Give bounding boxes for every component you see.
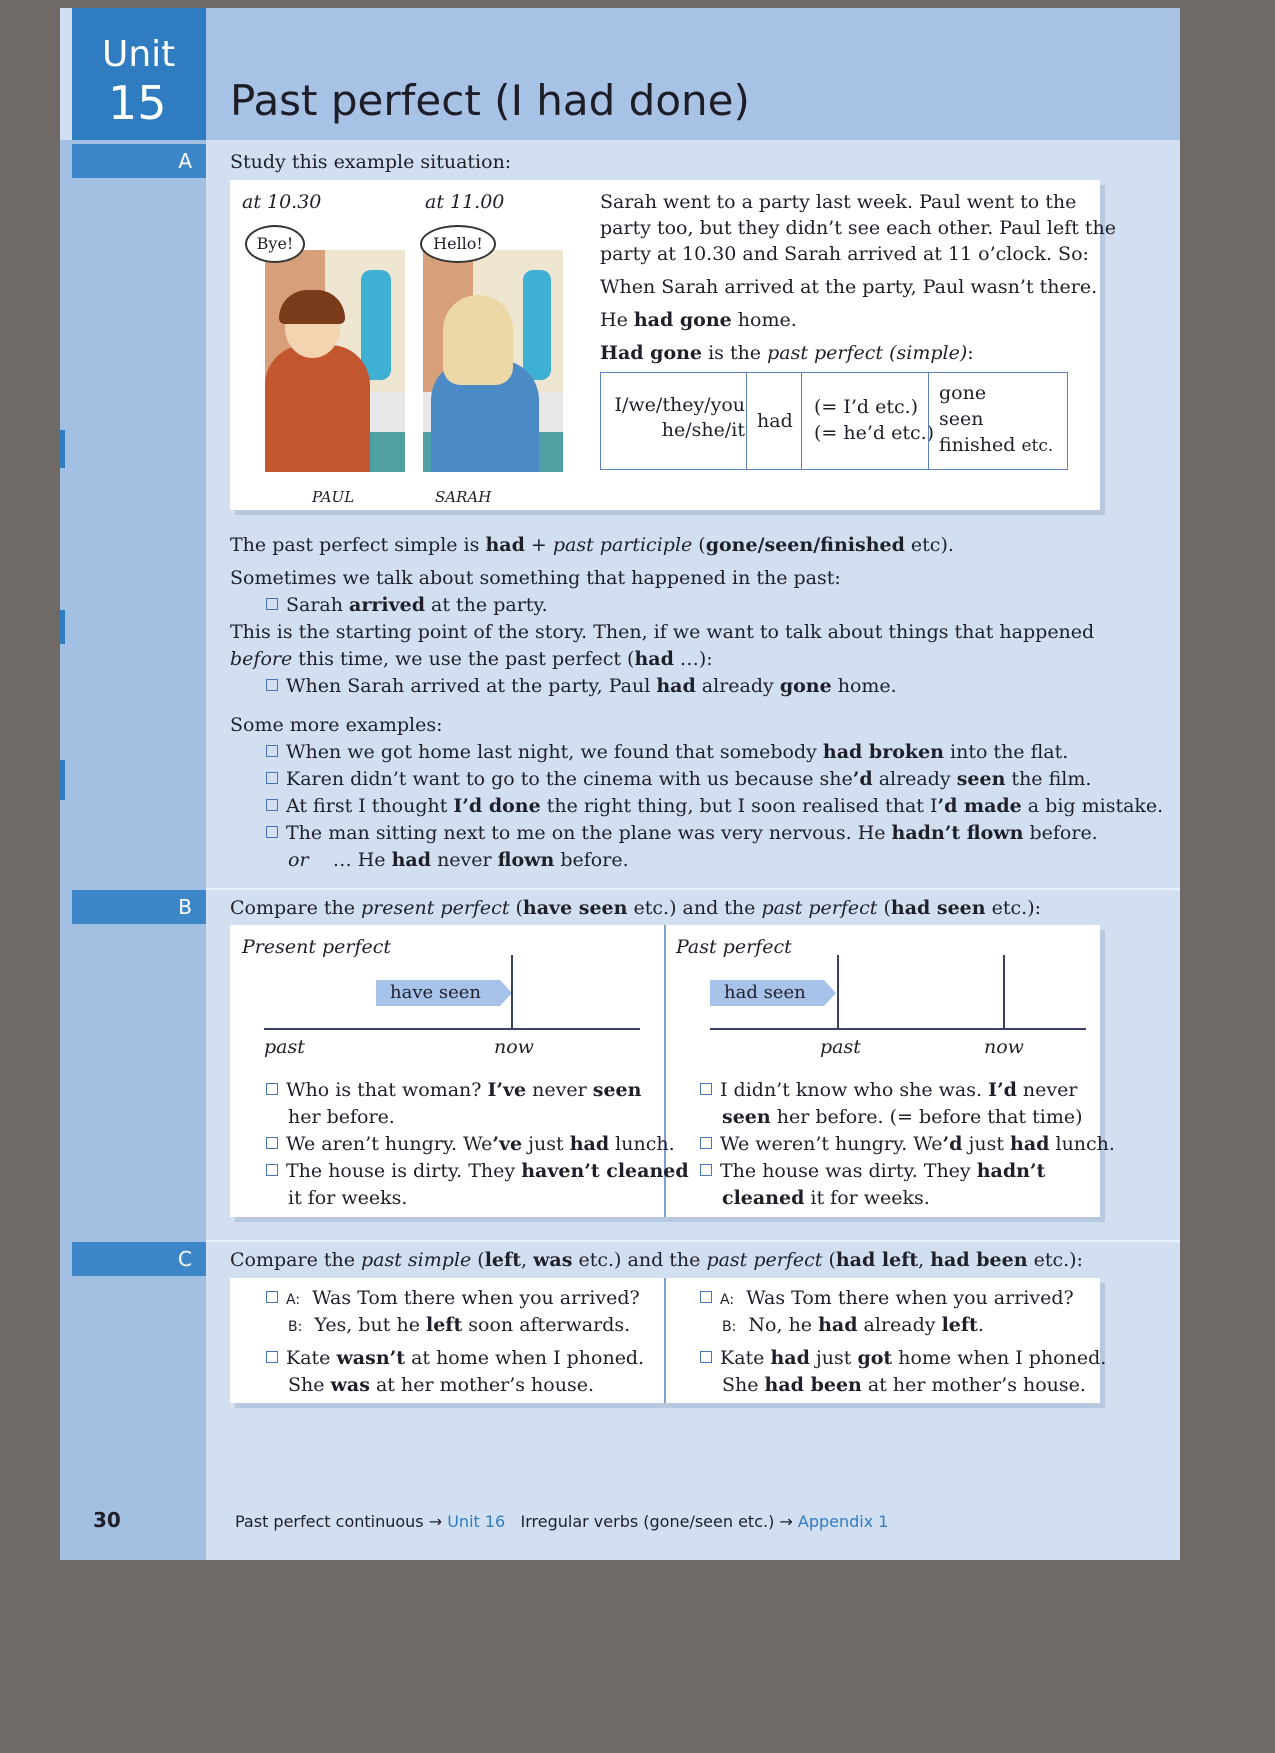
example-item: it for weeks. bbox=[288, 1187, 408, 1209]
body-line: Some more examples: bbox=[230, 714, 443, 736]
present-perfect-heading: Present perfect bbox=[242, 936, 392, 958]
panel-divider bbox=[664, 1278, 666, 1403]
timeline-now-marker bbox=[1003, 955, 1005, 1029]
checkbox-bullet-icon bbox=[266, 1137, 278, 1149]
timeline-now-marker bbox=[511, 955, 513, 1029]
example-item: We aren’t hungry. We’ve just had lunch. bbox=[266, 1132, 675, 1156]
link-unit-16[interactable]: Unit 16 bbox=[447, 1512, 506, 1531]
example-item: The house was dirty. They hadn’t bbox=[700, 1159, 1045, 1183]
checkbox-bullet-icon bbox=[266, 679, 278, 691]
table-had-cell: had bbox=[746, 373, 801, 469]
example-item: She had been at her mother’s house. bbox=[722, 1374, 1086, 1396]
have-seen-arrow: have seen bbox=[376, 980, 500, 1006]
example-item: Who is that woman? I’ve never seen bbox=[266, 1078, 641, 1102]
section-divider bbox=[206, 1240, 1180, 1242]
past-perfect-heading: Past perfect bbox=[676, 936, 792, 958]
timeline-now-label: now bbox=[984, 1036, 1024, 1058]
checkbox-bullet-icon bbox=[700, 1137, 712, 1149]
timeline-past-marker bbox=[837, 955, 839, 1029]
sidebar-band bbox=[60, 140, 206, 1560]
page-title: Past perfect (I had done) bbox=[230, 76, 750, 125]
story-line: Sarah went to a party last week. Paul went to the bbox=[600, 191, 1077, 213]
example-item: When we got home last night, we found that somebody had broken into the flat. bbox=[266, 740, 1068, 764]
example-item: seen her before. (= before that time) bbox=[722, 1106, 1083, 1128]
time-label-1: at 10.30 bbox=[242, 191, 322, 213]
example-item: The man sitting next to me on the plane was very nervous. He hadn’t flown before. bbox=[266, 821, 1098, 845]
page-edge-mark bbox=[60, 760, 65, 800]
dialogue-line: A: Was Tom there when you arrived? bbox=[700, 1286, 1074, 1312]
section-c-tab: C bbox=[72, 1242, 206, 1276]
example-item: Kate had just got home when I phoned. bbox=[700, 1346, 1106, 1370]
speech-bubble-hello: Hello! bbox=[420, 225, 496, 263]
example-item: At first I thought I’d done the right thing, but I soon realised that I’d made a big mistake. bbox=[266, 794, 1163, 818]
story-line: party at 10.30 and Sarah arrived at 11 o’clock. So: bbox=[600, 243, 1089, 265]
example-item: cleaned it for weeks. bbox=[722, 1187, 930, 1209]
timeline-line bbox=[710, 1028, 1086, 1030]
example-item: When Sarah arrived at the party, Paul had already gone home. bbox=[266, 674, 897, 698]
dialogue-line: B: No, he had already left. bbox=[722, 1314, 984, 1336]
timeline-past-label: past bbox=[264, 1036, 305, 1058]
example-item: her before. bbox=[288, 1106, 395, 1128]
timeline-now-label: now bbox=[494, 1036, 534, 1058]
section-b-intro: Compare the present perfect (have seen etc.) and the past perfect (had seen etc.): bbox=[230, 897, 1042, 919]
example-item: I didn’t know who she was. I’d never bbox=[700, 1078, 1077, 1102]
story-line: Had gone is the past perfect (simple): bbox=[600, 342, 974, 364]
had-seen-arrow: had seen bbox=[710, 980, 824, 1006]
checkbox-bullet-icon bbox=[700, 1291, 712, 1303]
example-item: Sarah arrived at the party. bbox=[266, 593, 548, 617]
story-line: He had gone home. bbox=[600, 309, 797, 331]
form-table bbox=[600, 372, 1068, 470]
checkbox-bullet-icon bbox=[266, 1164, 278, 1176]
example-item: She was at her mother’s house. bbox=[288, 1374, 594, 1396]
example-item: Karen didn’t want to go to the cinema with us because she’d already seen the film. bbox=[266, 767, 1091, 791]
section-c-intro: Compare the past simple (left, was etc.) and the past perfect (had left, had been etc.): bbox=[230, 1249, 1083, 1271]
dialogue-line: B: Yes, but he left soon afterwards. bbox=[288, 1314, 631, 1336]
caption-sarah: SARAH bbox=[435, 488, 492, 506]
checkbox-bullet-icon bbox=[266, 598, 278, 610]
time-label-2: at 11.00 bbox=[425, 191, 505, 213]
unit-label: Unit bbox=[102, 34, 176, 75]
body-line: The past perfect simple is had + past participle (gone/seen/finished etc). bbox=[230, 534, 954, 556]
dialogue-line: A: Was Tom there when you arrived? bbox=[266, 1286, 640, 1312]
timeline-line bbox=[264, 1028, 640, 1030]
story-line: When Sarah arrived at the party, Paul wasn’t there. bbox=[600, 276, 1098, 298]
example-item: We weren’t hungry. We’d just had lunch. bbox=[700, 1132, 1115, 1156]
page-edge-mark bbox=[60, 430, 65, 468]
body-line: This is the starting point of the story. Then, if we want to talk about things that happened bbox=[230, 621, 1095, 643]
story-line: party too, but they didn’t see each other. Paul left the bbox=[600, 217, 1117, 239]
link-appendix-1[interactable]: Appendix 1 bbox=[797, 1512, 889, 1531]
study-intro: Study this example situation: bbox=[230, 151, 512, 173]
body-line: before this time, we use the past perfect (had …): bbox=[230, 648, 713, 670]
page-edge-mark bbox=[60, 610, 65, 644]
checkbox-bullet-icon bbox=[700, 1351, 712, 1363]
table-participle-cell: gone seen finished etc. bbox=[928, 373, 1067, 469]
body-line: Sometimes we talk about something that happened in the past: bbox=[230, 567, 841, 589]
illustration-sarah bbox=[423, 250, 563, 472]
illustration-paul bbox=[265, 250, 405, 472]
checkbox-bullet-icon bbox=[266, 772, 278, 784]
footer-links: Past perfect continuous → Unit 16 Irregular verbs (gone/seen etc.) → Appendix 1 bbox=[235, 1512, 889, 1531]
checkbox-bullet-icon bbox=[700, 1164, 712, 1176]
timeline-past-label: past bbox=[820, 1036, 861, 1058]
page-number: 30 bbox=[93, 1508, 121, 1532]
checkbox-bullet-icon bbox=[266, 1291, 278, 1303]
example-item: or … He had never flown before. bbox=[288, 849, 629, 871]
table-short-cell: (= I’d etc.) (= he’d etc.) bbox=[801, 373, 928, 469]
section-a-tab: A bbox=[72, 144, 206, 178]
checkbox-bullet-icon bbox=[266, 745, 278, 757]
checkbox-bullet-icon bbox=[266, 1351, 278, 1363]
checkbox-bullet-icon bbox=[700, 1083, 712, 1095]
unit-number: 15 bbox=[108, 76, 167, 130]
checkbox-bullet-icon bbox=[266, 1083, 278, 1095]
section-b-tab: B bbox=[72, 890, 206, 924]
example-item: Kate wasn’t at home when I phoned. bbox=[266, 1346, 644, 1370]
checkbox-bullet-icon bbox=[266, 826, 278, 838]
section-divider bbox=[206, 888, 1180, 890]
caption-paul: PAUL bbox=[312, 488, 355, 506]
speech-bubble-bye: Bye! bbox=[245, 225, 305, 263]
checkbox-bullet-icon bbox=[266, 799, 278, 811]
table-subjects: I/we/they/you he/she/it bbox=[614, 394, 745, 441]
example-item: The house is dirty. They haven’t cleaned bbox=[266, 1159, 689, 1183]
unit-box bbox=[72, 8, 206, 140]
